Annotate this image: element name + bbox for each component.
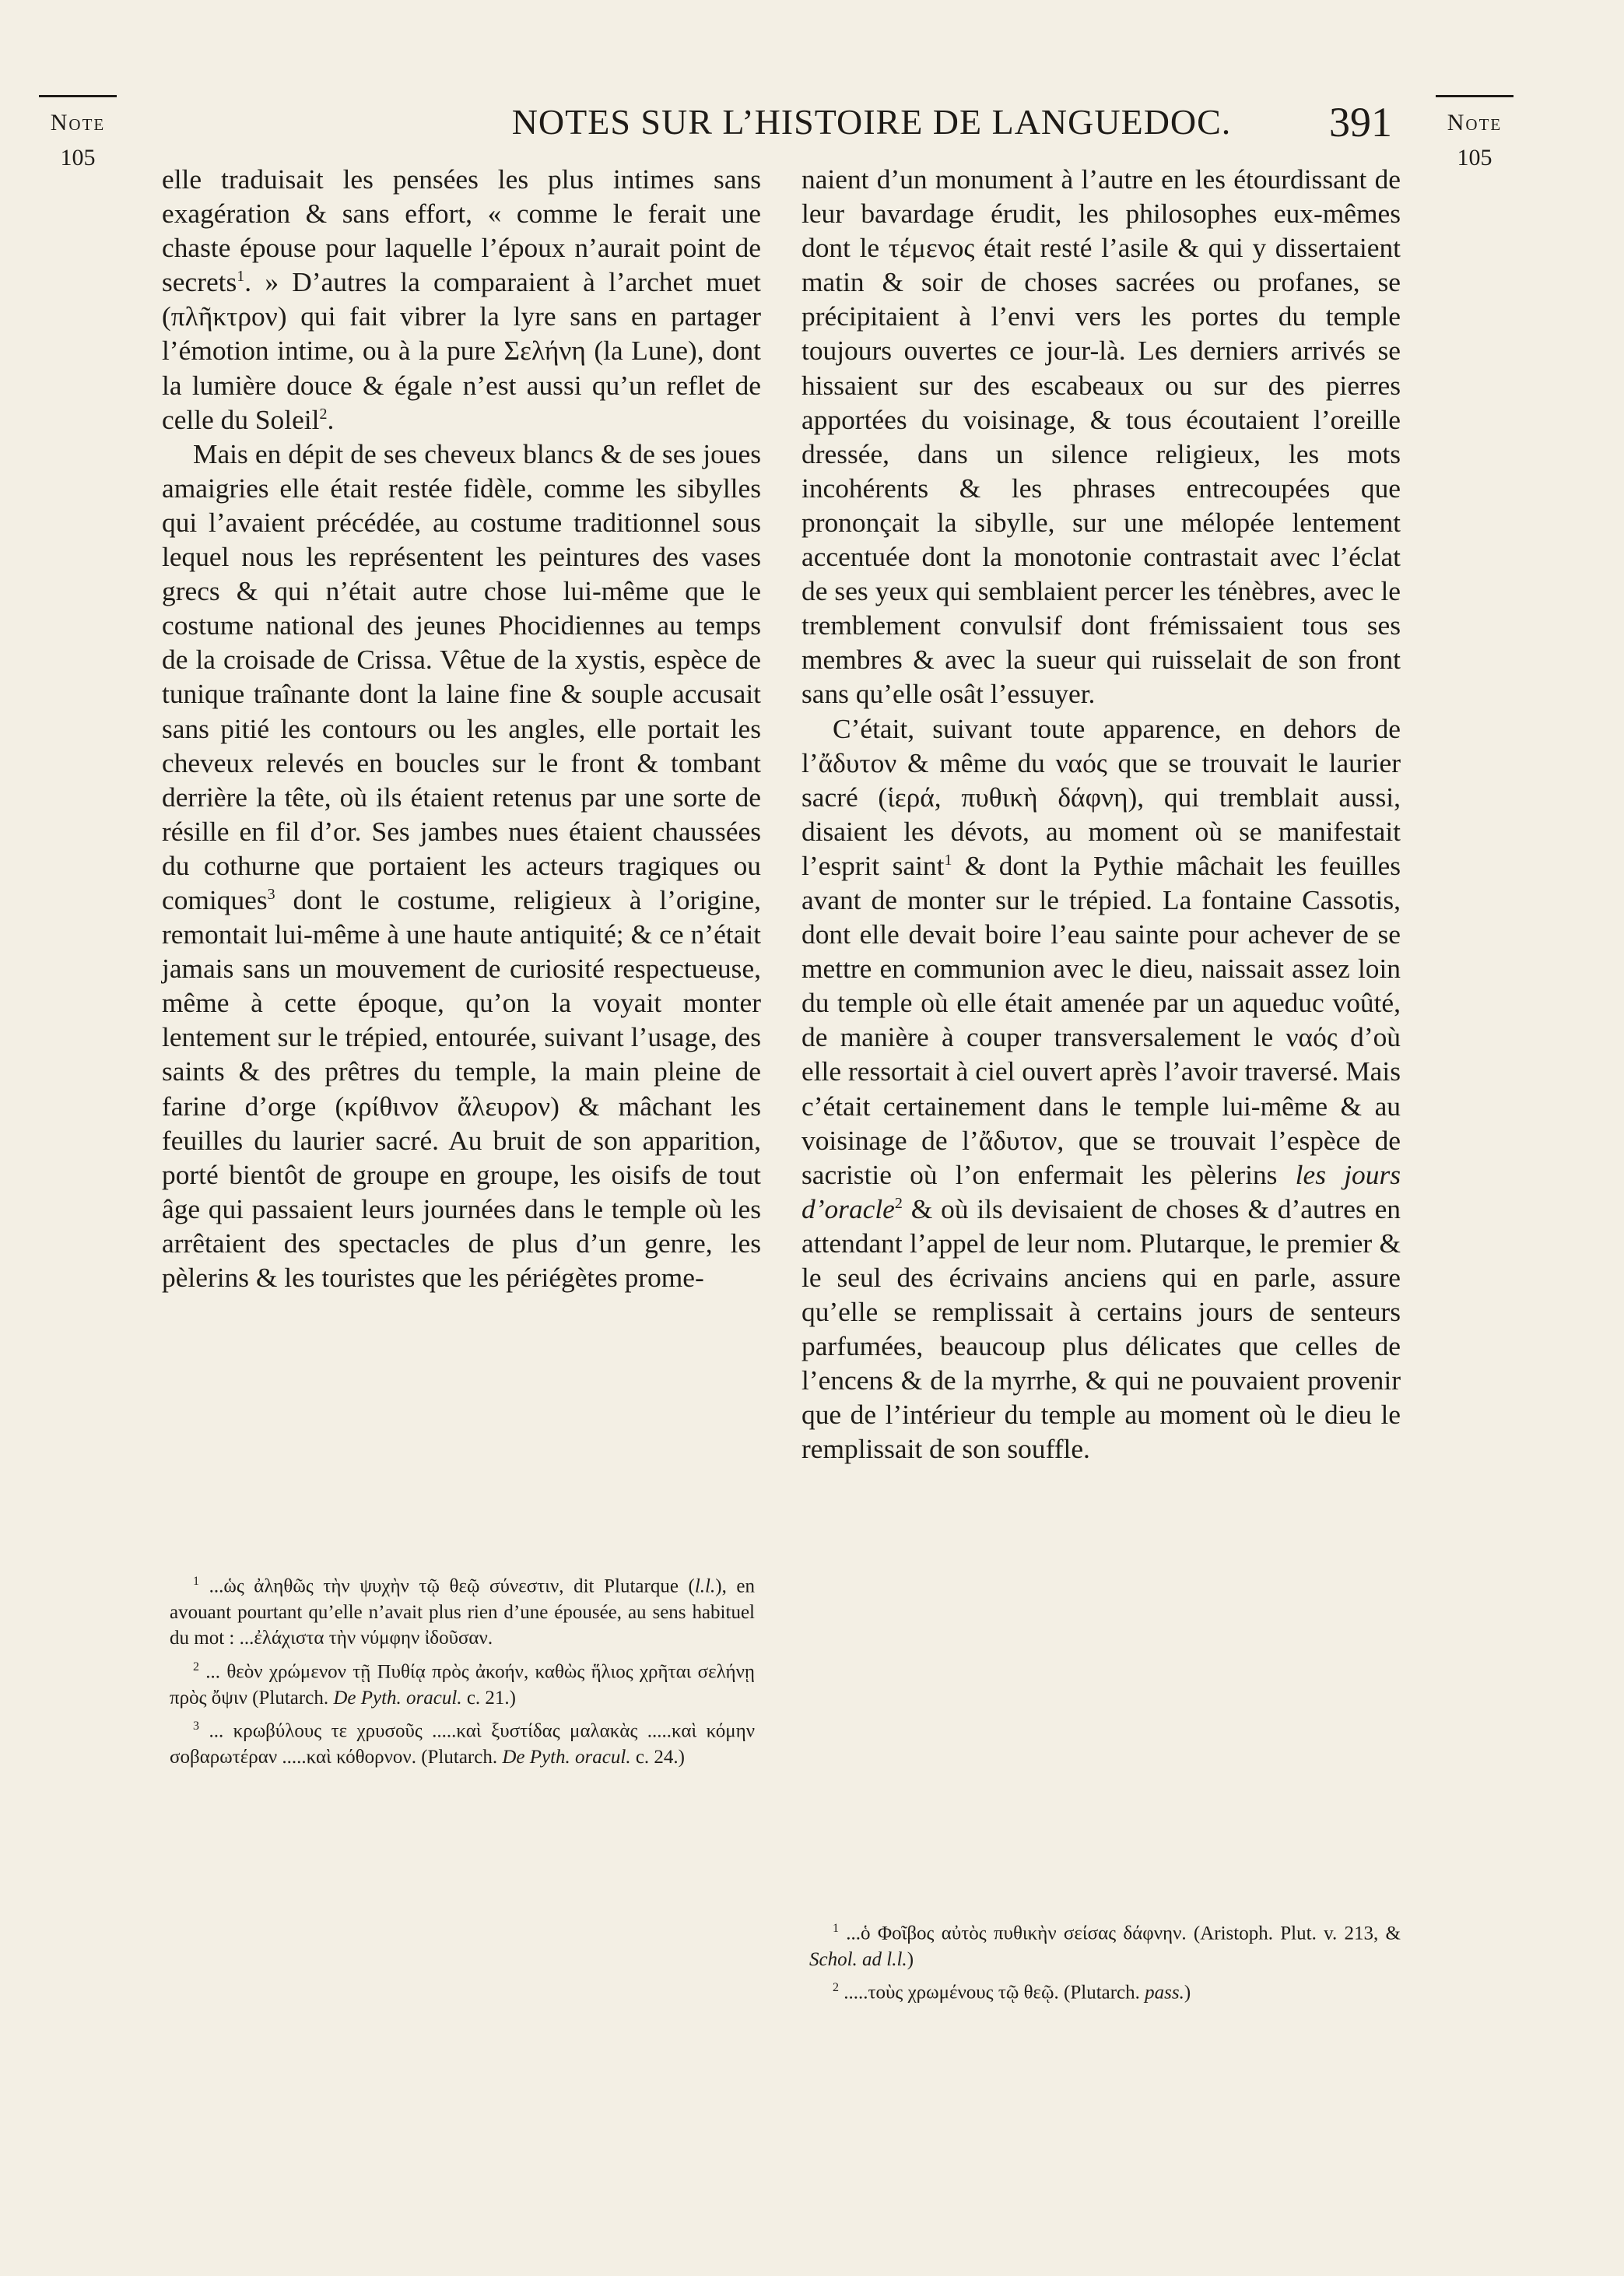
text-run: ... κρωβύλους τε χρυσοῦς .....καὶ ξυστίδας μαλακὰς .....καὶ κόμην σοβαρωτέραν .....καὶ κόθορνον. (Plutarch. [170,1720,756,1768]
paragraph [162,437,761,1294]
footnote-mark: 2 [193,1660,199,1674]
footnote [170,1654,755,1711]
text-run: ) [1184,1982,1191,2004]
italic-text: les jours d’oracle [801,1158,1401,1224]
text-run: Mais en dépit de ses cheveux blancs & de ses joues amaigries elle était restée fidèle, comme les sibylles qui l’avaient précédée, au costume traditionnel sous lequel nous les représentent les peintures des vases grecs & qui n’était autre chose lui-même que le costume national des jeunes Phocidiennes au temps de la croisade de Crissa. Vêtue de la xystis, espèce de tunique traînante dont la laine fine & souple accusait sans pitié les contours ou les angles, elle portait les cheveux relevés en boucles sur le front & tombant derrière la tête, où ils étaient retenus par une sorte de résille en fil d’or. Ses jambes nues étaient chaussées du cothurne que portaient les acteurs tragiques ou comiques [162,437,761,915]
footnote [809,1975,1401,2006]
footnote [809,1916,1401,1972]
text-run: elle traduisait les pensées les plus intimes sans exagération & sans effort, « comme le ferait une chaste épouse pour laquelle l’époux n’aurait point de secrets [162,163,761,298]
margin-note-label: Note [50,110,106,135]
text-run: c. 21.) [461,1687,516,1709]
footnote-mark: 1 [193,1575,199,1588]
right-margin-note [1428,95,1521,175]
text-run: ...ὡς ἀληθῶς τὴν ψυχὴν τῷ θεῷ σύνεστιν, dit Plutarque ( [209,1575,695,1597]
italic-text: l.l. [694,1575,716,1597]
footnotes-left [170,1568,755,1772]
italic-text: De Pyth. oracul. [502,1746,631,1768]
text-run: .....τοὺς χρωμένους τῷ θεῷ. (Plutarch. [844,1982,1145,2004]
italic-text: pass. [1145,1982,1184,2004]
footnote [170,1713,755,1770]
right-column [801,162,1401,1466]
text-run: & dont la Pythie mâchait les feuilles avant de monter sur le trépied. La fontaine Cassotis, dont elle devait boire l’eau sainte pour achever de se mettre en communion avec le dieu, naissait assez loin du temple où elle était amenée par un aqueduc voûté, de manière à couper transversalement le ναός d’où elle ressortait à ciel ouvert après l’avoir traversé. Mais c’était certainement dans le temple lui-même & au voisinage de l’ἄδυτον, que se trouvait l’espèce de sacristie où l’on enfermait les pèlerins [801,849,1401,1190]
margin-note-number: 105 [60,145,96,170]
paragraph [801,711,1401,1466]
margin-rule [1436,95,1514,97]
footnotes-right [809,1916,1401,2008]
text-run: ... θεὸν χρώμενον τῇ Πυθίᾳ πρὸς ἀκοήν, καθὼς ἥλιος χρῆται σελήνῃ πρὸς ὄψιν (Plutarch. [170,1661,756,1709]
footnote-mark: 2 [833,1981,839,1995]
text-run: dont le costume, religieux à l’origine, remontait lui-même à une haute antiquité; & ce n’était jamais sans un mouvement de curiosité respectueuse, même à cette époque, qu’on la voyait monter lentement sur le trépied, entourée, suivant l’usage, des saints & des prêtres du temple, la main pleine de farine d’orge (κρίθινον ἄλευρον) & mâchant les feuilles du laurier sacré. Au bruit de son apparition, porté bientôt de groupe en groupe, les oisifs de tout âge qui passaient leurs journées dans le temple où les arrêtaient des spectacles de plus d’un genre, les pèlerins & les touristes que les périégètes prome- [162,883,761,1293]
italic-text: De Pyth. oracul. [333,1687,462,1709]
text-run: . [327,403,335,435]
left-column [162,162,761,1294]
margin-note-number: 105 [1457,145,1492,170]
text-run: & où ils devisaient de choses & d’autres en attendant l’appel de leur nom. Plutarque, le premier & le seul des écrivains anciens qui en parle, assure qu’elle se remplissait à certains jours de senteurs parfumées, beaucoup plus délicates que celles de l’encens & de la myrrhe, & qui ne pouvaient provenir que de l’intérieur du temple au moment où le dieu le remplissait de son souffle. [801,1192,1401,1465]
footnote-mark: 3 [193,1719,199,1733]
italic-text: Schol. ad l.l. [809,1948,907,1970]
footnote-ref: 2 [319,405,328,423]
text-run: . » D’autres la comparaient à l’archet muet (πλῆκτρον) qui fait vibrer la lyre sans en partager l’émotion intime, ou à la pure Σελήνη (la Lune), dont la lumière douce & égale n’est aussi qu’un reflet de celle du Soleil [162,266,761,435]
text-run: C’était, suivant toute apparence, en dehors de l’ἄδυτον & même du ναός que se trouvait le laurier sacré (ἱερά, πυθικὴ δάφνη), qui tremblait aussi, disaient les dévots, au moment où se manifestait l’esprit saint [801,712,1401,881]
footnote-mark: 1 [833,1922,839,1935]
text-run: ), en avouant pourtant qu’elle n’avait plus rien d’une épousée, au sens habituel du mot : ...ἐλάχιστα τὴν νύμφην ἰδοῦσαν. [170,1575,756,1649]
running-title: NOTES SUR L’HISTOIRE DE LANGUEDOC. [511,102,1232,142]
footnote-ref: 1 [944,852,952,869]
footnote-ref: 1 [237,268,245,286]
margin-note-label: Note [1447,110,1503,135]
paragraph: naient d’un monument à l’autre en les étourdissant de leur bavardage érudit, les philosophes eux-mêmes dont le τέμενος était resté l’asile & qui y dissertaient matin & soir de choses sacrées ou profanes, se précipitaient à l’envi vers les portes du temple toujours ouvertes ce jour-là. Les derniers arrivés se hissaient sur des escabeaux ou sur des pierres apportées du voisinage, & tous écoutaient l’oreille dressée, dans un silence religieux, les mots incohérents & les phrases entrecoupées que prononçait la sibylle, sur une mélopée lentement accentuée dont la monotonie contrastait avec l’éclat de ses yeux qui semblaient percer les ténèbres, avec le tremblement convulsif dont frémissaient tous ses membres & avec la sueur qui ruisselait de son front sans qu’elle osât l’essuyer. [801,163,1401,710]
paragraph [162,162,761,437]
left-margin-note [31,95,125,175]
footnote-ref: 3 [267,886,275,904]
text-run: ...ὁ Φοῖβος αὐτὸς πυθικὴν σείσας δάφνην. (Aristoph. Plut. v. 213, & [846,1923,1401,1944]
text-run: ) [907,1948,914,1970]
footnote [170,1568,755,1652]
text-run: c. 24.) [630,1746,685,1768]
margin-rule [39,95,117,97]
footnote-ref: 2 [894,1195,903,1213]
page-number: 391 [1329,99,1392,146]
